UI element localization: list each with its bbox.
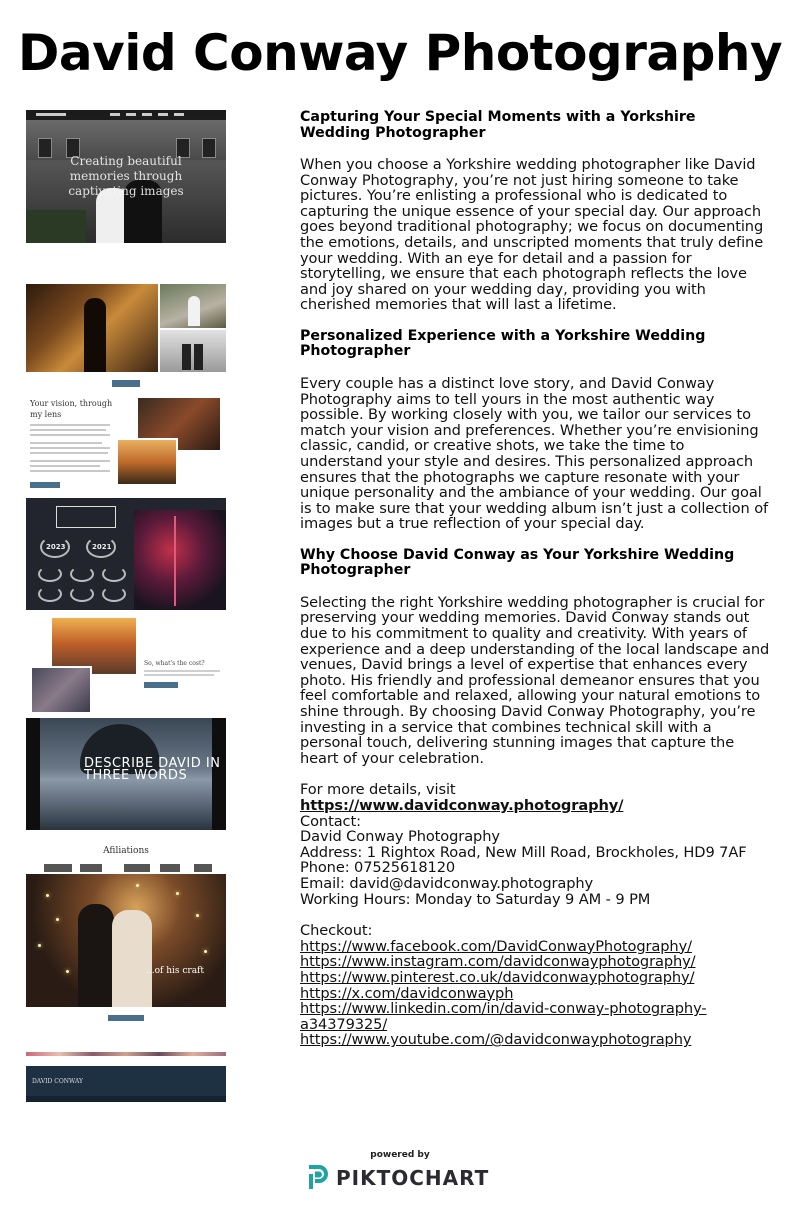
gallery-screenshot xyxy=(26,282,226,373)
x-link[interactable]: https://x.com/davidconwayph xyxy=(300,984,514,1002)
website-link[interactable]: https://www.davidconway.photography/ xyxy=(300,797,624,814)
business-name: David Conway Photography xyxy=(300,828,500,846)
craft-text: ...of his craft xyxy=(146,966,205,976)
hero-screenshot xyxy=(26,110,226,243)
address-text: Address: 1 Rightox Road, New Mill Road, Brockholes, HD9 7AF xyxy=(300,843,747,861)
checkout-label: Checkout: xyxy=(300,922,373,940)
describe-text: DESCRIBE DAVID IN THREE WORDS xyxy=(84,756,221,783)
color-strip xyxy=(26,1052,226,1056)
section-heading: Personalized Experience with a Yorkshire Wedding Photographer xyxy=(300,327,706,360)
kiss-screenshot xyxy=(26,874,226,1007)
piktochart-logo[interactable] xyxy=(306,1163,506,1193)
instagram-link[interactable]: https://www.instagram.com/davidconwayphotography/ xyxy=(300,953,696,971)
vision-heading: Your vision, through my lens xyxy=(30,399,113,419)
page-title: David Conway Photography xyxy=(17,24,783,82)
affiliations-screenshot xyxy=(26,844,226,874)
hero-tagline: Creating beautiful memories through captivating images xyxy=(68,154,184,198)
piktochart-wordmark: PIKTOCHART xyxy=(336,1166,490,1190)
vision-screenshot xyxy=(26,394,226,490)
youtube-link[interactable]: https://www.youtube.com/@davidconwayphotography xyxy=(300,1031,692,1049)
email-text: Email: david@davidconway.photography xyxy=(300,874,594,892)
phone-text: Phone: 07525618120 xyxy=(300,859,456,877)
awards-screenshot: 2023 2021 xyxy=(26,498,226,610)
section-heading: Why Choose David Conway as Your Yorkshire Wedding Photographer xyxy=(300,546,735,579)
mini-button xyxy=(112,380,140,387)
section-body: When you choose a Yorkshire wedding photographer like David Conway Photography, you’re not just hiring someone to take pictures. You’re enlisting a professional who is dedicated to capturing the unique essence of your special day. Our approach goes beyond traditional photography; we focus on documenting the emotions, details, and unscripted moments that truly define your wedding. With an eye for detail and a passion for storytelling, we ensure that each photograph reflects the love and joy shared on your wedding day, providing you with cherished memories that will last a lifetime. xyxy=(300,156,764,314)
mini-button xyxy=(108,1015,144,1021)
hours-text: Working Hours: Monday to Saturday 9 AM - 9 PM xyxy=(300,890,651,908)
facebook-link[interactable]: https://www.facebook.com/DavidConwayPhotography/ xyxy=(300,937,692,955)
contact-label: Contact: xyxy=(300,812,361,830)
section-body: Selecting the right Yorkshire wedding photographer is crucial for preserving your wedding memories. David Conway stands out due to his commitment to quality and creativity. With years of experience and a deep understanding of the local landscape and venues, David brings a level of expertise that enhances every photo. His friendly and professional demeanor ensures that you feel comfortable and relaxed, allowing your natural emotions to shine through. By choosing David Conway Photography, you’re investing in a service that combines technical skill with a personal touch, delivering stunning images that capture the heart of your celebration. xyxy=(300,593,770,767)
website-screenshot-strip xyxy=(26,110,226,1102)
cost-heading: So, what's the cost? xyxy=(144,660,205,667)
footer-screenshot xyxy=(26,1066,226,1102)
pinterest-link[interactable]: https://www.pinterest.co.uk/davidconwayphotography/ xyxy=(300,968,695,986)
section-heading: Capturing Your Special Moments with a Yorkshire Wedding Photographer xyxy=(300,109,696,141)
linkedin-link[interactable]: https://www.linkedin.com/in/david-conway-photography-a34379325/ xyxy=(300,1000,707,1033)
describe-screenshot xyxy=(26,718,226,830)
article xyxy=(300,110,770,1048)
piktochart-mark-icon xyxy=(306,1165,328,1191)
details-intro: For more details, visit xyxy=(300,781,456,799)
section-body: Every couple has a distinct love story, and David Conway Photography aims to tell yours in the most authentic way possible. By working closely with you, we tailor our services to match your vision and preferences. Whether you’re envisioning classic, candid, or creative shots, we take the time to understand your style and desires. This personalized approach ensures that the photographs we capture resonate with your unique personality and the ambiance of your wedding. Our goal is to make sure that your wedding album isn’t just a collection of images but a true reflection of your special day. xyxy=(300,374,769,533)
cost-screenshot xyxy=(26,618,226,718)
affiliations-heading: Afiliations xyxy=(103,846,149,856)
powered-by-text: powered by xyxy=(370,1150,430,1160)
footer-brand: DAVID CONWAY xyxy=(32,1078,83,1085)
